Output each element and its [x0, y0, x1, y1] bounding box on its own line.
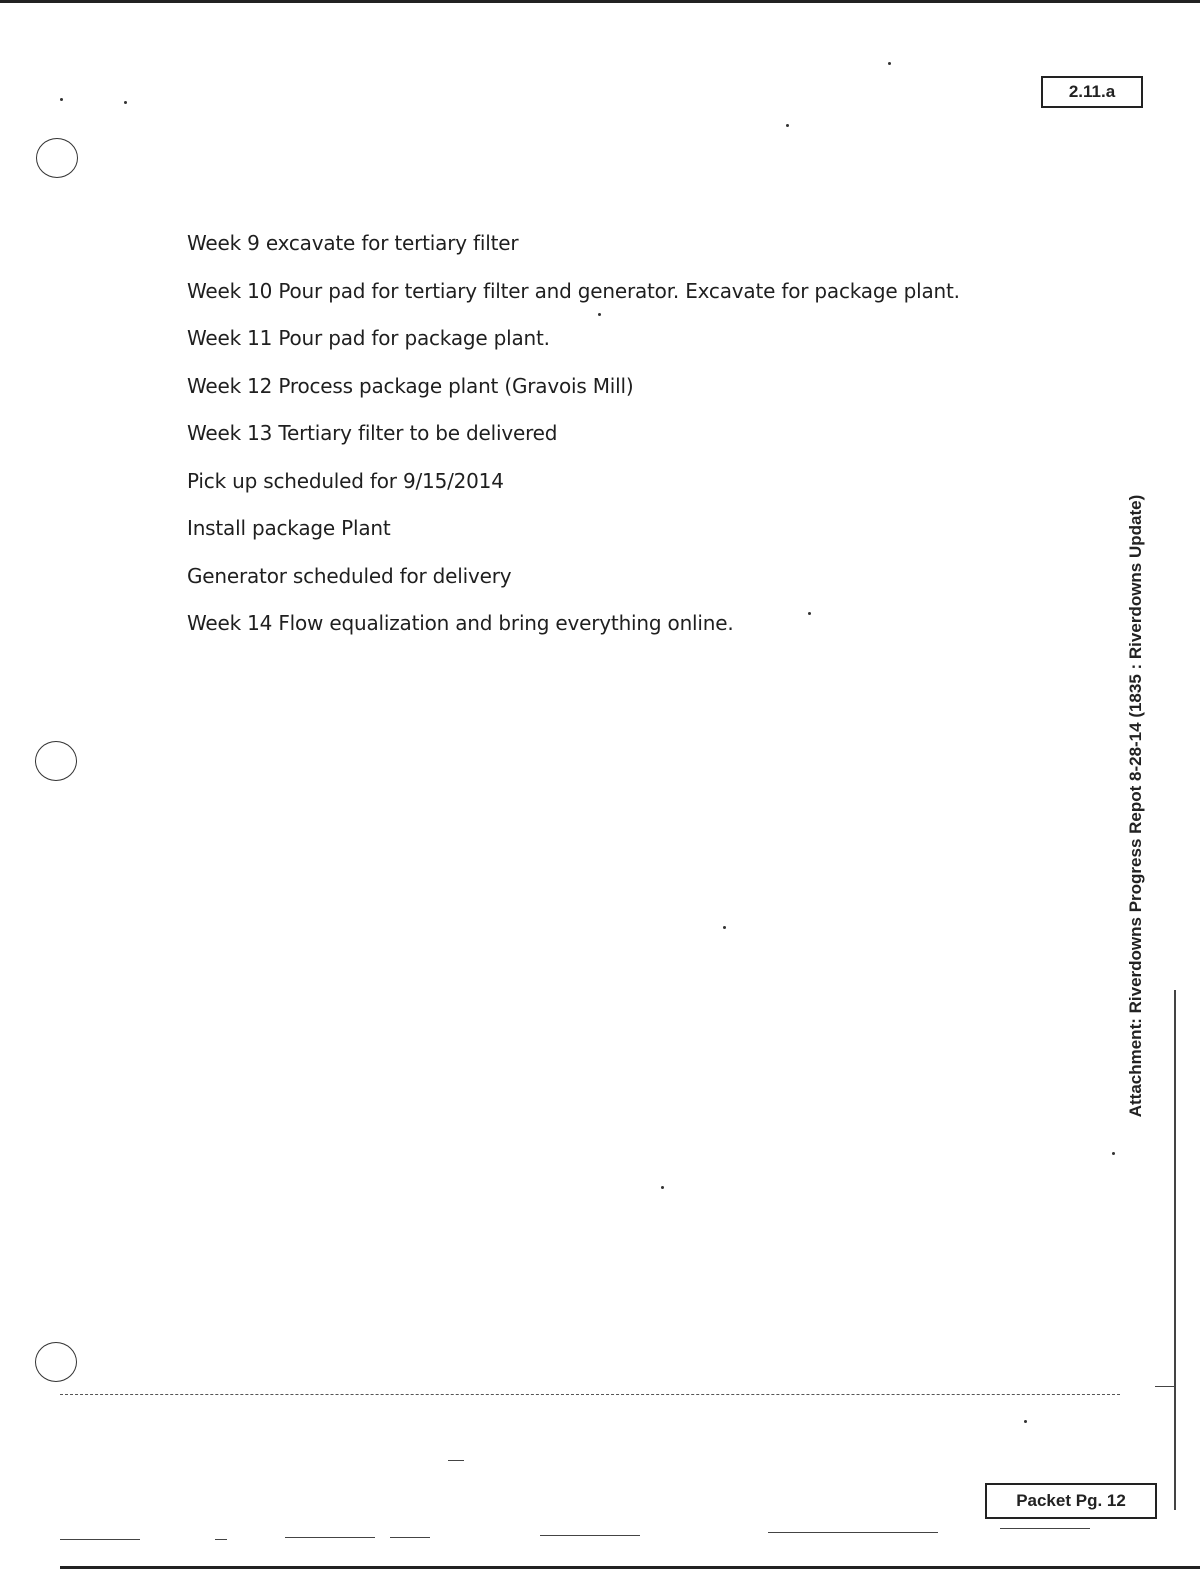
scan-border-bottom	[60, 1566, 1200, 1569]
schedule-line: Generator scheduled for delivery	[187, 563, 512, 588]
schedule-line: Week 13 Tertiary filter to be delivered	[187, 421, 558, 445]
schedule-list	[187, 220, 1087, 648]
scan-speck	[1024, 1420, 1027, 1423]
schedule-line: Install package Plant	[187, 516, 391, 540]
scan-artifact-line	[285, 1537, 375, 1538]
scan-speck	[661, 1186, 664, 1189]
scan-speck	[786, 124, 789, 127]
scan-speck	[808, 612, 811, 615]
scan-speck	[598, 313, 601, 316]
agenda-reference-box	[1041, 76, 1143, 108]
schedule-line: Week 10 Pour pad for tertiary filter and generator. Excavate for package plant.	[187, 278, 960, 303]
punch-hole-middle	[35, 741, 77, 781]
scan-speck	[723, 926, 726, 929]
scan-speck	[60, 98, 63, 101]
scan-speck	[1112, 1152, 1115, 1155]
scan-artifact-line	[768, 1532, 938, 1533]
scan-border-top	[0, 0, 1200, 3]
punch-hole-bottom	[35, 1342, 77, 1382]
scan-artifact-line	[540, 1535, 640, 1536]
scan-divider-stub	[1155, 1386, 1175, 1387]
scan-artifact-line	[215, 1539, 227, 1540]
punch-hole-top	[36, 138, 78, 178]
scan-edge-right	[1174, 990, 1176, 1510]
schedule-line: Week 11 Pour pad for package plant.	[187, 326, 550, 350]
schedule-line: Week 14 Flow equalization and bring everything online.	[187, 611, 734, 635]
scan-artifact-line	[60, 1539, 140, 1540]
scan-artifact-line	[390, 1537, 430, 1538]
scan-speck	[124, 101, 127, 104]
schedule-line: Pick up scheduled for 9/15/2014	[187, 468, 504, 493]
scan-divider-line	[60, 1394, 1120, 1395]
scan-artifact-line	[448, 1460, 464, 1461]
schedule-line: Week 12 Process package plant (Gravois Mill)	[187, 373, 634, 398]
packet-page-label: Packet Pg. 12	[1016, 1491, 1126, 1510]
scan-artifact-line	[1000, 1528, 1090, 1529]
schedule-line: Week 9 excavate for tertiary filter	[187, 231, 519, 255]
scan-speck	[888, 62, 891, 65]
attachment-sidebar-label: Attachment: Riverdowns Progress Repot 8-28-14 (1835 : Riverdowns Update)	[1126, 494, 1145, 1118]
agenda-reference-label: 2.11.a	[1068, 82, 1116, 101]
packet-page-box	[985, 1483, 1157, 1519]
